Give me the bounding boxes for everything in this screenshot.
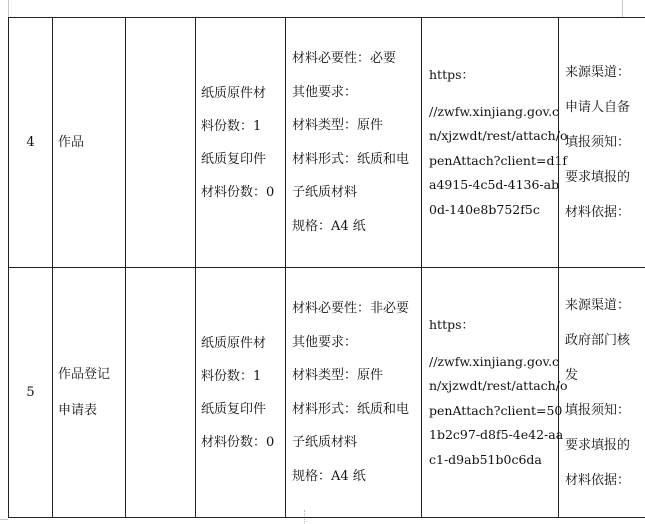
source-line: 申请人自备 — [565, 100, 631, 115]
materials-table — [8, 17, 645, 518]
attachment-link-line: //zwfw.xinjiang.gov.c — [429, 103, 560, 119]
source-line: 来源渠道： — [565, 65, 631, 80]
copies-line: 料份数：1 — [201, 118, 262, 134]
attachment-link-line: n/xjzwdt/rest/attach/o — [429, 378, 568, 393]
row-number: 5 — [26, 385, 35, 400]
row-number: 4 — [26, 135, 35, 150]
attachment-link — [422, 63, 568, 222]
requirement-line: 材料类型：原件 — [292, 368, 384, 383]
copies-line: 纸质原件材 — [201, 335, 267, 351]
link-spacer — [429, 88, 558, 100]
source-text — [559, 288, 645, 498]
requirement-line: 材料类型：原件 — [292, 118, 384, 133]
source-line: 材料依据： — [565, 472, 631, 488]
row-number-cell — [9, 18, 53, 268]
source-cell — [559, 268, 645, 518]
attachment-link-line: penAttach?client=50 — [429, 402, 563, 418]
requirements-text — [286, 42, 421, 243]
requirement-line: 规格：A4 纸 — [292, 218, 366, 234]
attachment-link-line: //zwfw.xinjiang.gov.c — [429, 353, 560, 369]
source-line: 材料依据： — [565, 205, 631, 220]
attachment-link-line: 1b2c97-d8f5-4e42-aa — [429, 427, 564, 442]
requirements-cell — [286, 268, 422, 518]
copies-line: 材料份数：0 — [201, 434, 275, 450]
copies-line: 材料份数：0 — [201, 184, 275, 200]
source-line: 要求填报的 — [565, 437, 631, 453]
attachment-link-line: n/xjzwdt/rest/attach/o — [429, 128, 568, 143]
attachment-link-line: c1-d9ab51b0c6da — [429, 451, 542, 467]
requirement-line: 材料必要性：非必要 — [292, 301, 410, 316]
page-edge-mark-right — [622, 0, 623, 17]
row-number-cell — [9, 268, 53, 518]
empty-cell — [126, 268, 196, 518]
material-name — [53, 357, 125, 429]
copies-line: 纸质复印件 — [201, 151, 267, 167]
source-line: 填报须知： — [565, 135, 631, 150]
attachment-link-cell — [422, 268, 568, 518]
link-spacer — [429, 338, 558, 350]
material-name-line: 作品 — [58, 134, 85, 150]
requirement-line: 子纸质材料 — [292, 185, 358, 200]
attachment-link-line: https： — [429, 67, 475, 82]
copies-line: 纸质原件材 — [201, 85, 267, 101]
requirement-line: 材料形式：纸质和电 — [292, 401, 410, 417]
material-name-cell — [53, 18, 126, 268]
requirement-line: 其他要求： — [292, 334, 358, 350]
source-line: 填报须知： — [565, 402, 631, 418]
empty-cell — [126, 18, 196, 268]
table-row — [9, 18, 645, 268]
page-edge-mark-bottom — [0, 519, 8, 520]
requirements-text — [286, 292, 421, 493]
table-row — [9, 268, 645, 518]
attachment-link-line: a4915-4c5d-4136-ab — [429, 177, 560, 192]
requirement-line: 其他要求： — [292, 84, 358, 100]
copies-cell — [196, 18, 286, 268]
attachment-link-line: https： — [429, 317, 475, 332]
requirement-line: 子纸质材料 — [292, 435, 358, 450]
source-line: 要求填报的 — [565, 170, 631, 185]
source-cell — [559, 18, 645, 268]
requirements-cell — [286, 18, 422, 268]
source-line: 发 — [565, 367, 579, 383]
material-name — [53, 125, 125, 161]
attachment-link-cell — [422, 18, 568, 268]
material-name-line: 申请表 — [58, 402, 98, 418]
material-name-line: 作品登记 — [58, 366, 111, 382]
page-edge-mark-left — [8, 0, 9, 17]
copies-cell — [196, 268, 286, 518]
copies-line: 料份数：1 — [201, 368, 262, 384]
requirement-line: 材料必要性：必要 — [292, 51, 397, 66]
attachment-link — [422, 313, 568, 472]
copies-text — [196, 327, 285, 459]
material-name-cell — [53, 268, 126, 518]
attachment-link-line: penAttach?client=d1f — [429, 152, 568, 168]
source-line: 政府部门核 — [565, 332, 631, 348]
copies-line: 纸质复印件 — [201, 401, 267, 417]
source-line: 来源渠道： — [565, 297, 631, 313]
requirement-line: 规格：A4 纸 — [292, 468, 366, 484]
copies-text — [196, 77, 285, 209]
requirement-line: 材料形式：纸质和电 — [292, 151, 410, 167]
source-text — [559, 55, 645, 230]
attachment-link-line: 0d-140e8b752f5c — [429, 201, 540, 217]
